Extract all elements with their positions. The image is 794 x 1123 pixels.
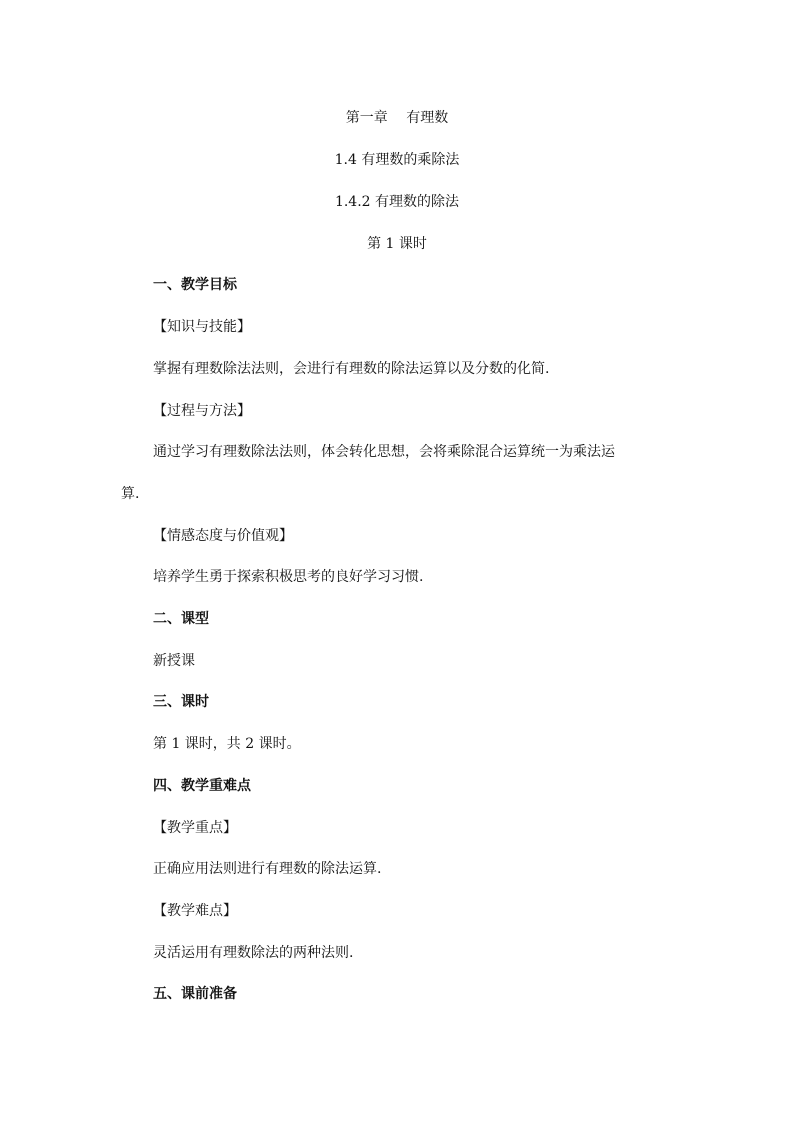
focus-heading: 【教学重点】 xyxy=(153,820,237,836)
process-heading: 【过程与方法】 xyxy=(153,403,251,419)
section-title: 1.4 有理数的乘除法 xyxy=(334,152,460,168)
lesson-type-text: 新授课 xyxy=(153,653,195,669)
key-points-heading: 四、教学重难点 xyxy=(153,778,251,794)
chapter-title: 第一章 有理数 xyxy=(345,110,449,126)
objectives-heading: 一、教学目标 xyxy=(153,277,237,293)
periods-heading: 三、课时 xyxy=(153,694,209,710)
attitude-heading: 【情感态度与价值观】 xyxy=(153,528,293,544)
attitude-text: 培养学生勇于探索积极思考的良好学习习惯. xyxy=(153,569,424,585)
periods-text: 第 1 课时，共 2 课时。 xyxy=(153,736,301,752)
preparation-heading: 五、课前准备 xyxy=(153,986,237,1002)
difficulty-text: 灵活运用有理数除法的两种法则. xyxy=(153,945,354,961)
focus-text: 正确应用法则进行有理数的除法运算. xyxy=(153,861,382,877)
difficulty-heading: 【教学难点】 xyxy=(153,903,237,919)
lesson-type-heading: 二、课型 xyxy=(153,611,209,627)
knowledge-text: 掌握有理数除法法则，会进行有理数的除法运算以及分数的化简. xyxy=(153,361,550,377)
process-text-line2: 算. xyxy=(121,486,140,502)
knowledge-heading: 【知识与技能】 xyxy=(153,319,251,335)
process-text-line1: 通过学习有理数除法法则，体会转化思想，会将乘除混合运算统一为乘法运 xyxy=(153,444,615,460)
subsection-title: 1.4.2 有理数的除法 xyxy=(334,194,460,210)
lesson-number: 第 1 课时 xyxy=(367,236,427,252)
